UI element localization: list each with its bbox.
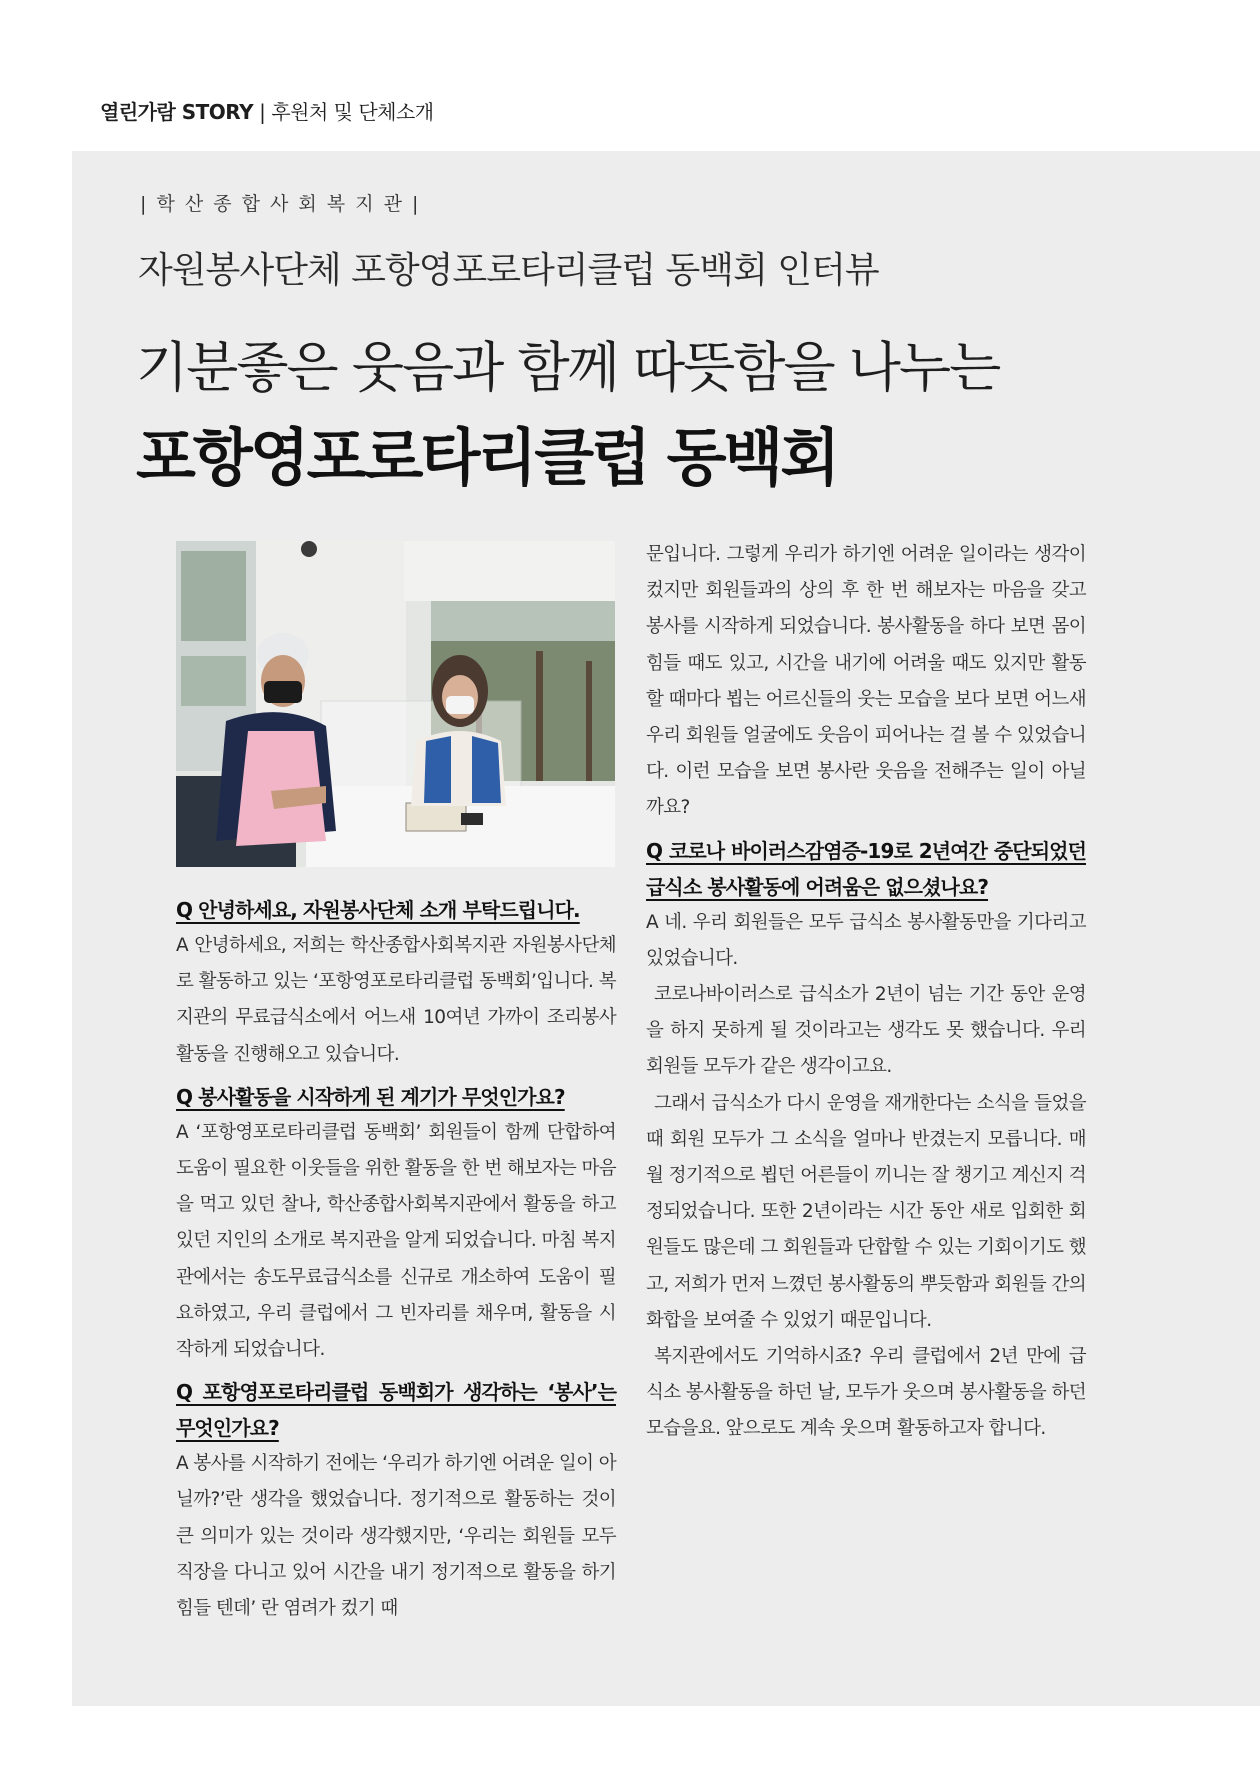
article-title-line2: 포항영포로타리클럽 동백회: [136, 421, 838, 494]
answer-3: A 봉사를 시작하기 전에는 ‘우리가 하기엔 어려운 일이 아닐까?’란 생각을 했었습니다. 정기적으로 활동하는 것이 큰 의미가 있는 것이라 생각했지만, ‘우리는 회원들 모두 직장을 다니고 있어 시간을 내기 정기적으로 활동을 하기 힘들 텐데’ 란 염려가 컸기 때: [176, 1453, 616, 1620]
right-column: [646, 537, 1086, 1448]
question-4: Q 코로나 바이러스감염증-19로 2년여간 중단되었던 급식소 봉사활동에 어려움은 없으셨나요?: [646, 838, 1086, 899]
left-column: [176, 892, 616, 1627]
answer-3-continued: 문입니다. 그렇게 우리가 하기엔 어려운 일이라는 생각이 컸지만 회원들과의 상의 후 한 번 해보자는 마음을 갖고 봉사를 시작하게 되었습니다. 봉사활동을 하다 보면 몸이 힘들 때도 있고, 시간을 내기에 어려울 때도 있지만 활동할 때마다 뵙는 어르신들의 웃는 모습을 보다 보면 어느새 우리 회원들 얼굴에도 웃음이 피어나는 걸 볼 수 있었습니다. 이런 모습을 보면 봉사란 웃음을 전해주는 일이 아닐까요?: [646, 544, 1086, 819]
interview-photo-illustration: [176, 541, 615, 867]
magazine-name: 열린가람 STORY: [100, 100, 254, 124]
header-separator: |: [259, 100, 266, 124]
answer-4-paragraph-3: 그래서 급식소가 다시 운영을 재개한다는 소식을 들었을 때 회원 모두가 그 소식을 얼마나 반겼는지 모릅니다. 매월 정기적으로 뵙던 어른들이 끼니는 잘 챙기고 계신지 걱정되었습니다. 또한 2년이라는 시간 동안 새로 입회한 회원들도 많은데 그 회원들과 단합할 수 있는 기회이기도 했고, 저희가 먼저 느꼈던 봉사활동의 뿌듯함과 회원들 간의 화합을 보여줄 수 있었기 때문입니다.: [646, 1092, 1086, 1331]
question-1: Q 안녕하세요, 자원봉사단체 소개 부탁드립니다.: [176, 898, 580, 922]
organization-label: | 학 산 종 합 사 회 복 지 관 |: [140, 193, 421, 215]
answer-4-paragraph-2: 코로나바이러스로 급식소가 2년이 넘는 기간 동안 운영을 하지 못하게 될 것이라고는 생각도 못 했습니다. 우리 회원들 모두가 같은 생각이고요.: [646, 984, 1086, 1078]
section-name: 후원처 및 단체소개: [271, 100, 434, 124]
question-3: Q 포항영포로타리클럽 동백회가 생각하는 ‘봉사’는 무엇인가요?: [176, 1380, 616, 1441]
answer-1: A 안녕하세요, 저희는 학산종합사회복지관 자원봉사단체로 활동하고 있는 ‘포항영포로타리클럽 동백회’입니다. 복지관의 무료급식소에서 어느새 10여년 가까이 조리봉사활동을 진행해오고 있습니다.: [176, 935, 616, 1065]
article-title-line1: 기분좋은 웃음과 함께 따뜻함을 나누는: [136, 336, 1000, 399]
article-subtitle: 자원봉사단체 포항영포로타리클럽 동백회 인터뷰: [138, 250, 879, 291]
interview-photo: [176, 541, 615, 867]
running-header: [100, 96, 434, 125]
question-2: Q 봉사활동을 시작하게 된 계기가 무엇인가요?: [176, 1084, 565, 1109]
answer-4-paragraph-1: A 네. 우리 회원들은 모두 급식소 봉사활동만을 기다리고 있었습니다.: [646, 911, 1086, 969]
answer-2: A ‘포항영포로타리클럽 동백회’ 회원들이 함께 단합하여 도움이 필요한 이웃들을 위한 활동을 한 번 해보자는 마음을 먹고 있던 찰나, 학산종합사회복지관에서 활동을 하고 있던 지인의 소개로 복지관을 알게 되었습니다. 마침 복지관에서는 송도무료급식소를 신규로 개소하여 도움이 필요하였고, 우리 클럽에서 그 빈자리를 채우며, 활동을 시작하게 되었습니다.: [176, 1121, 616, 1361]
answer-4-paragraph-4: 복지관에서도 기억하시죠? 우리 클럽에서 2년 만에 급식소 봉사활동을 하던 날, 모두가 웃으며 봉사활동을 하던 모습을요. 앞으로도 계속 웃으며 활동하고자 합니다.: [646, 1346, 1086, 1440]
